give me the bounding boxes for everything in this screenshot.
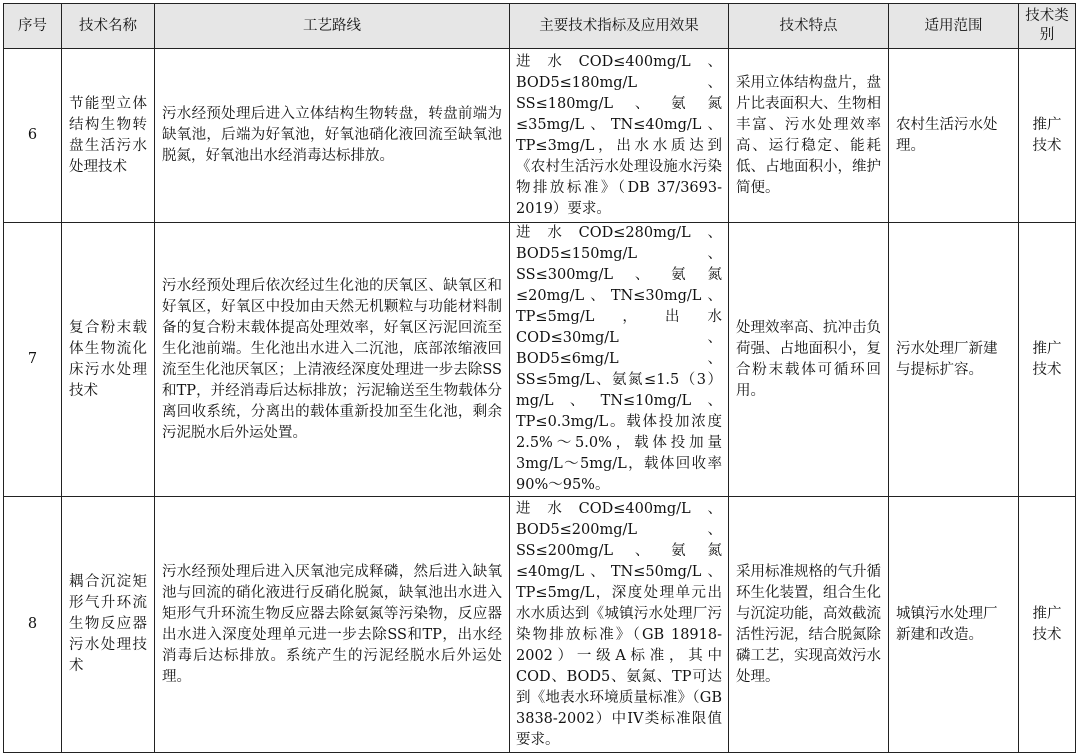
header-seq: 序号 — [4, 4, 62, 49]
row-category: 推广技术 — [1019, 497, 1076, 753]
header-category: 技术类别 — [1019, 4, 1076, 49]
row-features: 处理效率高、抗冲击负荷强、占地面积小，复合粉末载体可循环回用。 — [729, 223, 889, 497]
table-row — [4, 497, 1076, 753]
table-row — [4, 49, 1076, 223]
table-row — [4, 223, 1076, 497]
row-indicators: 进水COD≤400mg/L、BOD5≤200mg/L、SS≤200mg/L、氨氮≤40mg/L、TN≤50mg/L、TP≤5mg/L，深度处理单元出水水质达到《城镇污水处理厂污染物排放标准》（GB 18918-2002）一级A标准，其中COD、BOD5、氨氮、TP可达到《地表水环境质量标准》（GB 3838-2002）中IV类标准限值要求。 — [510, 497, 729, 753]
header-indicators: 主要技术指标及应用效果 — [510, 4, 729, 49]
row-features: 采用立体结构盘片，盘片比表面积大、生物相丰富、污水处理效率高、运行稳定、能耗低、占地面积小，维护简便。 — [729, 49, 889, 223]
header-row — [4, 4, 1076, 49]
row-route: 污水经预处理后依次经过生化池的厌氧区、缺氧区和好氧区，好氧区中投加由天然无机颗粒与功能材料制备的复合粉末载体提高处理效率，好氧区污泥回流至生化池前端。生化池出水进入二沉池，底部浓缩液回流至生化池厌氧区；上清液经深度处理进一步去除SS和TP，并经消毒后达标排放；污泥输送至生物载体分离回收系统，分离出的载体重新投加至生化池，剩余污泥脱水后外运处置。 — [155, 223, 510, 497]
row-route: 污水经预处理后进入厌氧池完成释磷，然后进入缺氧池与回流的硝化液进行反硝化脱氮，缺氧池出水进入矩形气升环流生物反应器去除氨氮等污染物，反应器出水进入深度处理单元进一步去除SS和TP，出水经消毒后达标排放。系统产生的污泥经脱水后外运处理。 — [155, 497, 510, 753]
row-category: 推广技术 — [1019, 49, 1076, 223]
row-route: 污水经预处理后进入立体结构生物转盘，转盘前端为缺氧池，后端为好氧池，好氧池硝化液回流至缺氧池脱氮，好氧池出水经消毒达标排放。 — [155, 49, 510, 223]
row-scope: 农村生活污水处理。 — [889, 49, 1019, 223]
row-indicators: 进水COD≤400mg/L、BOD5≤180mg/L、SS≤180mg/L、氨氮≤35mg/L、TN≤40mg/L、TP≤3mg/L，出水水质达到《农村生活污水处理设施水污染物排放标准》（DB 37/3693-2019）要求。 — [510, 49, 729, 223]
row-features: 采用标准规格的气升循环生化装置，组合生化与沉淀功能，高效截流活性污泥，结合脱氮除磷工艺，实现高效污水处理。 — [729, 497, 889, 753]
row-seq: 7 — [4, 223, 62, 497]
header-features: 技术特点 — [729, 4, 889, 49]
row-seq: 6 — [4, 49, 62, 223]
technology-table — [3, 3, 1076, 753]
row-name: 耦合沉淀矩形气升环流生物反应器污水处理技术 — [62, 497, 155, 753]
header-scope: 适用范围 — [889, 4, 1019, 49]
header-name: 技术名称 — [62, 4, 155, 49]
row-category: 推广技术 — [1019, 223, 1076, 497]
row-seq: 8 — [4, 497, 62, 753]
row-scope: 污水处理厂新建与提标扩容。 — [889, 223, 1019, 497]
row-name: 复合粉末载体生物流化床污水处理技术 — [62, 223, 155, 497]
row-scope: 城镇污水处理厂新建和改造。 — [889, 497, 1019, 753]
header-route: 工艺路线 — [155, 4, 510, 49]
row-name: 节能型立体结构生物转盘生活污水处理技术 — [62, 49, 155, 223]
row-indicators: 进水COD≤280mg/L、BOD5≤150mg/L、SS≤300mg/L、氨氮≤20mg/L、TN≤30mg/L、TP≤5mg/L，出水COD≤30mg/L、BOD5≤6mg/L、SS≤5mg/L、氨氮≤1.5（3）mg/L、TN≤10mg/L、TP≤0.3mg/L。载体投加浓度2.5%～5.0%，载体投加量3mg/L～5mg/L，载体回收率90%～95%。 — [510, 223, 729, 497]
